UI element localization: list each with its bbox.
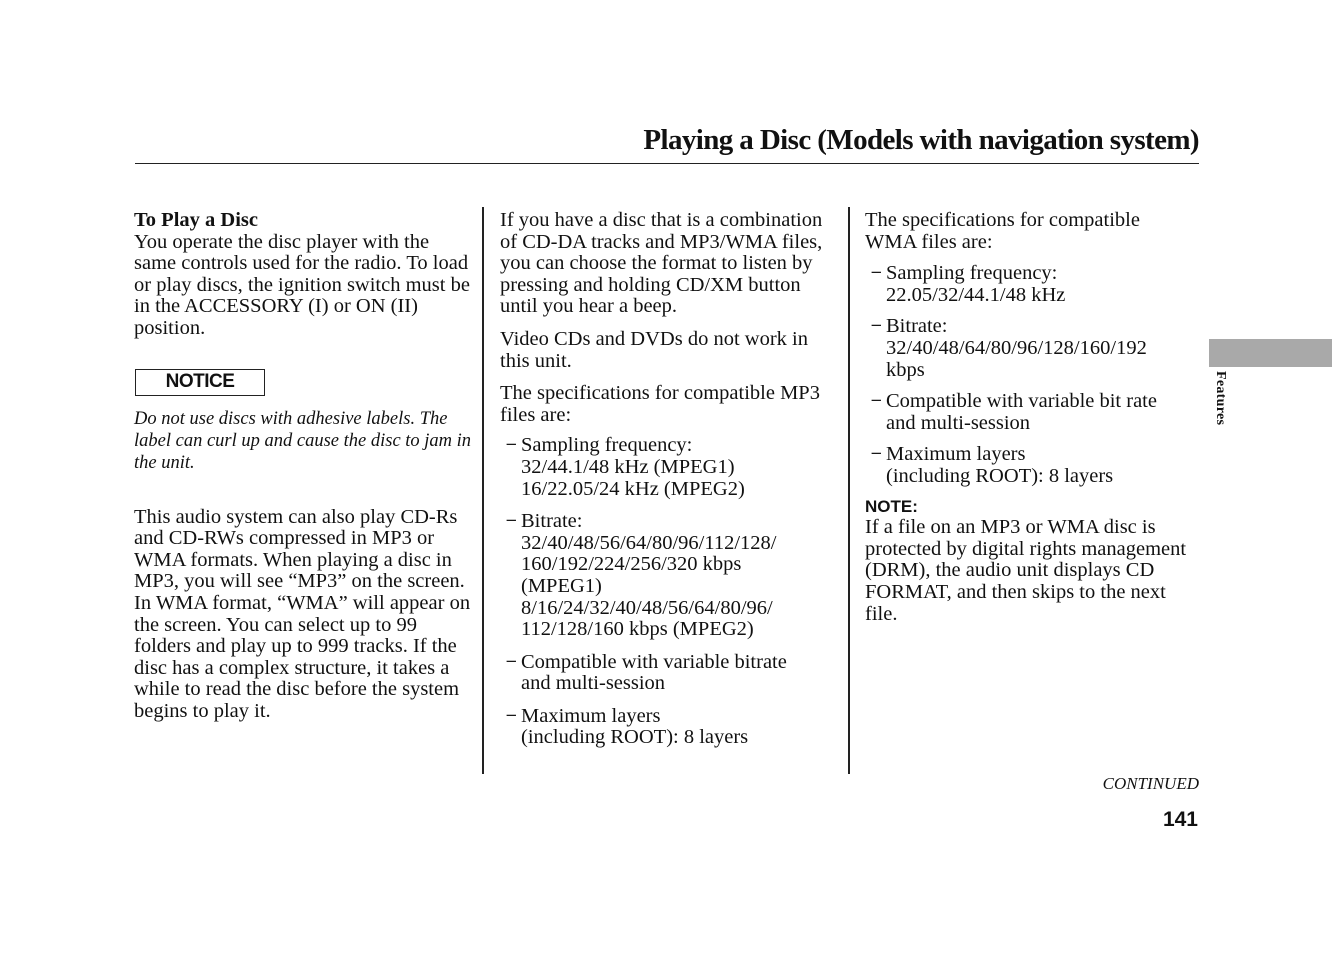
column-divider-1 [482,207,484,774]
list-item: − Compatible with variable bit rate and multi-session [865,391,1195,434]
list-item: − Compatible with variable bitrate and multi-session [500,652,838,695]
wma-spec-list [865,263,1195,487]
list-item: − Sampling frequency: 32/44.1/48 kHz (MPEG1) 16/22.05/24 kHz (MPEG2) [500,435,838,500]
page-number: 141 [1162,808,1198,831]
intro-text: You operate the disc player with the same controls used for the radio. To load or play discs, the ignition switch must be in the ACCESSORY (I) or ON (II) position. [134,230,470,339]
intro-paragraph [134,210,472,340]
title-rule [135,163,1199,164]
notice-box [135,369,265,396]
list-item: − Bitrate: 32/40/48/64/80/96/128/160/192 kbps [865,316,1195,381]
continued-label: CONTINUED [1102,774,1199,793]
column-middle [500,210,838,760]
list-item: − Sampling frequency: 22.05/32/44.1/48 kHz [865,263,1195,306]
section-heading: To Play a Disc [134,209,258,231]
column-left [134,210,472,734]
notice-text: Do not use discs with adhesive labels. The label can curl up and cause the disc to jam in the unit. [134,408,472,473]
mp3-spec-list [500,435,838,749]
paragraph: The specifications for compatible MP3 files are: [500,382,820,426]
page-title: Playing a Disc (Models with navigation system) [643,124,1199,156]
paragraph: Video CDs and DVDs do not work in this unit. [500,327,808,372]
paragraph: The specifications for compatible WMA files are: [865,209,1140,253]
list-item: − Bitrate: 32/40/48/56/64/80/96/112/128/ 160/192/224/256/320 kbps (MPEG1) 8/16/24/32/40/48/56/64/80/96/ 112/128/160 kbps (MPEG2) [500,511,838,641]
note-label: NOTE: [865,496,918,516]
paragraph: If you have a disc that is a combination of CD-DA tracks and MP3/WMA files, you can choose the format to listen by pressing and holding CD/XM button until you hear a beep. [500,209,823,318]
column-divider-2 [848,207,850,774]
body-paragraph: This audio system can also play CD-Rs and CD-RWs compressed in MP3 or WMA formats. When playing a disc in MP3, you will see “MP3” on the screen. In WMA format, “WMA” will appear on the screen. You can select up to 99 folders and play up to 999 tracks. If the disc has a complex structure, it takes a while to read the disc before the system begins to play it. [134,505,471,722]
list-item: − Maximum layers (including ROOT): 8 layers [865,444,1195,487]
section-tab-label: Features [1213,371,1228,426]
column-right [865,210,1195,636]
list-item: − Maximum layers (including ROOT): 8 layers [500,706,838,749]
note-text: If a file on an MP3 or WMA disc is protected by digital rights management (DRM), the audio unit displays CD FORMAT, and then skips to the next file. [865,516,1187,625]
section-tab [1209,339,1332,367]
notice-label: NOTICE [165,371,235,393]
